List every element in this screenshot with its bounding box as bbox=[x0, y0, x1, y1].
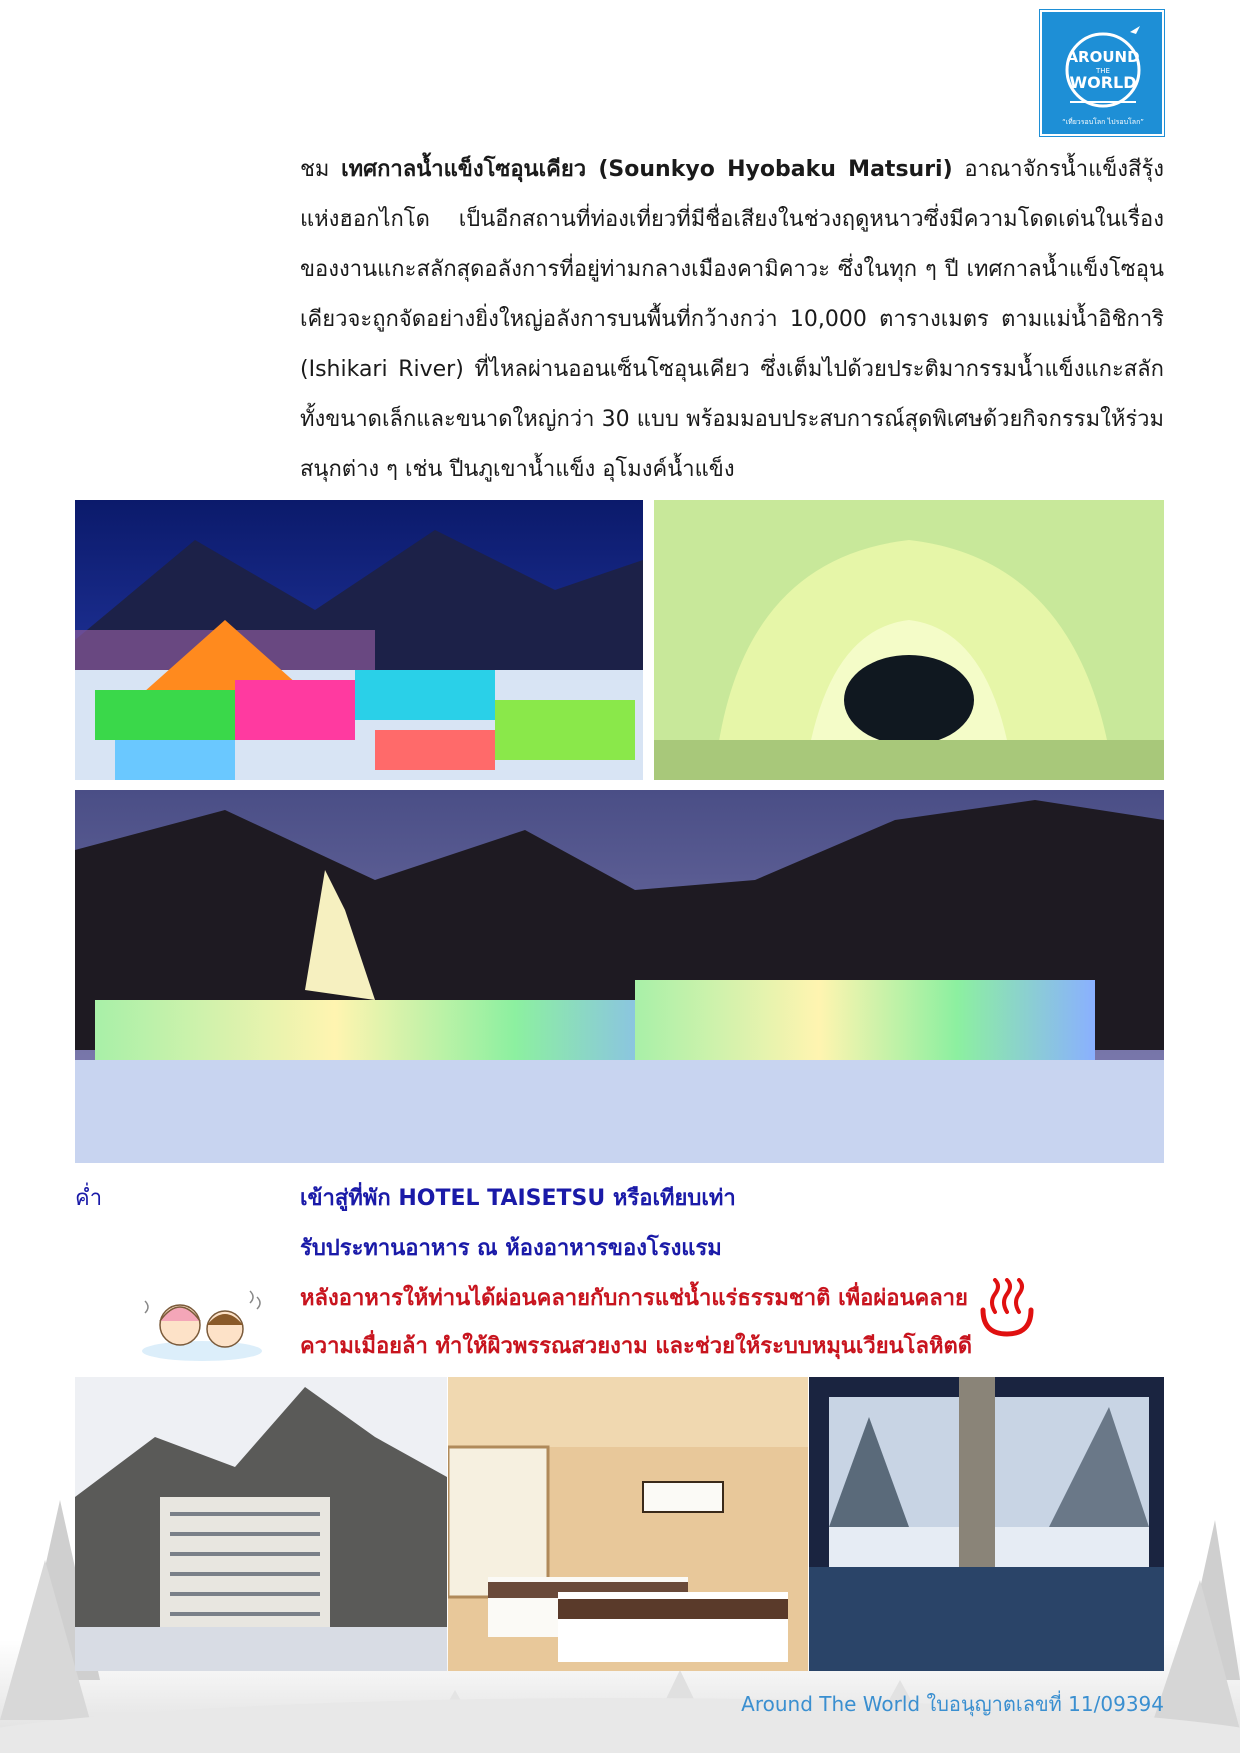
onsen-text-line2: ความเมื่อยล้า ทำให้ผิวพรรณสวยงาม และช่วยให้ระบบหมุนเวียนโลหิตดี bbox=[300, 1334, 973, 1359]
intro-lead: ชม bbox=[300, 157, 330, 182]
evening-label: ค่ำ bbox=[75, 1186, 103, 1211]
onsen-icon bbox=[975, 1278, 1040, 1338]
around-the-world-logo bbox=[1040, 10, 1164, 136]
festival-description bbox=[300, 145, 1164, 495]
license-footer: Around The World ใบอนุญาตเลขที่ 11/09394 bbox=[741, 1692, 1164, 1716]
hotel-room-photo bbox=[448, 1377, 808, 1671]
ice-festival-panorama-photo bbox=[75, 790, 1164, 1163]
intro-body: อาณาจักรน้ำแข็งสีรุ้งแห่งฮอกไกโด เป็นอีกสถานที่ท่องเที่ยวที่มีชื่อเสียงในช่วงฤดูหนาวซึ่งมีความโดดเด่นในเรื่องของงานแกะสลักสุดอลังการที่อยู่ท่ามกลางเมืองคามิคาวะ ซึ่งในทุก ๆ ปี เทศกาลน้ำแข็งโซอุนเคียวจะถูกจัดอย่างยิ่งใหญ่อลังการบนพื้นที่กว้างกว่า 10,000 ตารางเมตร ตามแม่น้ำอิชิการิ (Ishikari River) ที่ไหลผ่านออนเซ็นโซอุนเคียว ซึ่งเต็มไปด้วยประติมากรรมน้ำแข็งแกะสลักทั้งขนาดเล็กและขนาดใหญ่กว่า 30 แบบ พร้อมมอบประสบการณ์สุดพิเศษด้วยกิจกรรมให้ร่วมสนุกต่าง ๆ เช่น ปีนภูเขาน้ำแข็ง อุโมงค์น้ำแข็ง bbox=[300, 157, 1165, 482]
onsen-text-line1: หลังอาหารให้ท่านได้ผ่อนคลายกับการแช่น้ำแร่ธรรมชาติ เพื่อผ่อนคลาย bbox=[300, 1286, 968, 1311]
logo-text-the: THE bbox=[1096, 67, 1110, 75]
hotel-exterior-photo bbox=[75, 1377, 447, 1671]
dinner-text: รับประทานอาหาร ณ ห้องอาหารของโรงแรม bbox=[300, 1236, 722, 1261]
ice-festival-night-photo bbox=[75, 500, 643, 780]
logo-tagline: “เที่ยวรอบโลก ไปรอบโลก” bbox=[1062, 118, 1144, 126]
logo-text-world: WORLD bbox=[1069, 73, 1137, 92]
ice-tunnel-photo bbox=[654, 500, 1164, 780]
outdoor-onsen-photo bbox=[809, 1377, 1164, 1671]
bathing-children-icon bbox=[135, 1283, 270, 1363]
logo-text-around: AROUND bbox=[1066, 48, 1140, 66]
festival-name: เทศกาลน้ำแข็งโซอุนเคียว (Sounkyo Hyobaku Matsuri) bbox=[341, 157, 953, 182]
hotel-checkin-text: เข้าสู่ที่พัก HOTEL TAISETSU หรือเทียบเท่า bbox=[300, 1186, 736, 1211]
